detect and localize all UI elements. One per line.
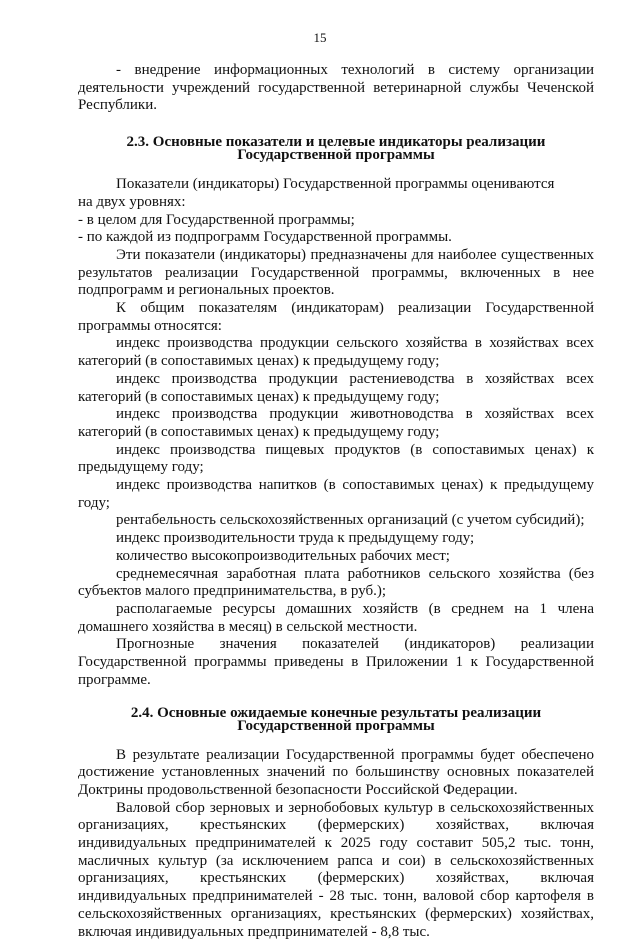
- indicator-average-wage: среднемесячная заработная плата работников сельского хозяйства (без субъектов малого предпринимательства, в руб.);: [78, 565, 594, 600]
- forecast-values-paragraph: Прогнозные значения показателей (индикаторов) реализации Государственной программы приведены в Приложении 1 к Государственной программе.: [78, 636, 594, 688]
- harvest-forecast-paragraph: Валовой сбор зерновых и зернобобовых культур в сельскохозяйственных организациях, крестьянских (фермерских) хозяйствах, включая индивидуальных предпринимателей к 2025 году составит 505,2 тыс. тонн, масличных культур (за исключением рапса и сои) в сельскохозяйственных организациях, крестьянских (фермерских) хозяйствах, включая индивидуальных предпринимателей - 28 тыс. тонн, валовой сбор картофеля в сельскохозяйственных организациях, крестьянских (фермерских) хозяйствах, включая индивидуальных предпринимателей - 8,8 тыс.: [78, 799, 594, 940]
- indicator-household-resources: располагаемые ресурсы домашних хозяйств (в среднем на 1 члена домашнего хозяйства в месяц) в сельской местности.: [78, 600, 594, 635]
- indicator-agriculture-index: индекс производства продукции сельского хозяйства в хозяйствах всех категорий (в сопоставимых ценах) к предыдущему году;: [78, 335, 594, 370]
- general-indicators-intro: К общим показателям (индикаторам) реализации Государственной программы относятся:: [78, 300, 594, 334]
- section-2-3-title-line-1: 2.3. Основные показатели и целевые индикаторы реализации: [126, 134, 546, 151]
- indicators-levels-paragraph: Показатели (индикаторы) Государственной программы оцениваются: [116, 176, 555, 193]
- section-2-4-title-line-2: Государственной программы: [237, 717, 435, 734]
- indicators-levels-continuation: на двух уровнях:: [78, 193, 186, 210]
- indicator-profitability: рентабельность сельскохозяйственных организаций (с учетом субсидий);: [116, 512, 585, 529]
- indicator-labor-productivity: индекс производительности труда к предыдущему году;: [116, 530, 475, 547]
- section-2-3-title-line-2: Государственной программы: [237, 147, 435, 164]
- section-2-4-title-line-1: 2.4. Основные ожидаемые конечные результаты реализации: [130, 704, 542, 721]
- section-2-3-heading: [78, 136, 594, 162]
- page-number: 15: [313, 30, 327, 45]
- indicators-purpose-paragraph: Эти показатели (индикаторы) предназначены для наиболее существенных результатов реализации Государственной программы, включенных в нее подпрограмм и региональных проектов.: [78, 246, 594, 299]
- indicator-crop-index: индекс производства продукции растениеводства в хозяйствах всех категорий (в сопоставимых ценах) к предыдущему году;: [78, 370, 594, 405]
- indicator-livestock-index: индекс производства продукции животноводства в хозяйствах всех категорий (в сопоставимых ценах) к предыдущему году;: [78, 406, 594, 440]
- indicator-high-productivity-jobs: количество высокопроизводительных рабочих мест;: [116, 547, 450, 564]
- page-content: [78, 62, 594, 941]
- intro-paragraph: - внедрение информационных технологий в систему организации деятельности учреждений государственной ветеринарной службы Чеченской Республики.: [78, 62, 594, 114]
- level-item-whole-program: - в целом для Государственной программы;: [78, 211, 355, 228]
- expected-results-paragraph: В результате реализации Государственной программы будет обеспечено достижение установленных значений по большинству основных показателей Доктрины продовольственной безопасности Российской Федерации.: [78, 746, 594, 798]
- indicator-beverages-index: индекс производства напитков (в сопоставимых ценах) к предыдущему году;: [78, 477, 594, 511]
- indicator-food-index: индекс производства пищевых продуктов (в сопоставимых ценах) к предыдущему году;: [78, 441, 594, 476]
- level-item-subprograms: - по каждой из подпрограмм Государственной программы.: [78, 229, 452, 246]
- section-2-4-heading: [78, 704, 594, 734]
